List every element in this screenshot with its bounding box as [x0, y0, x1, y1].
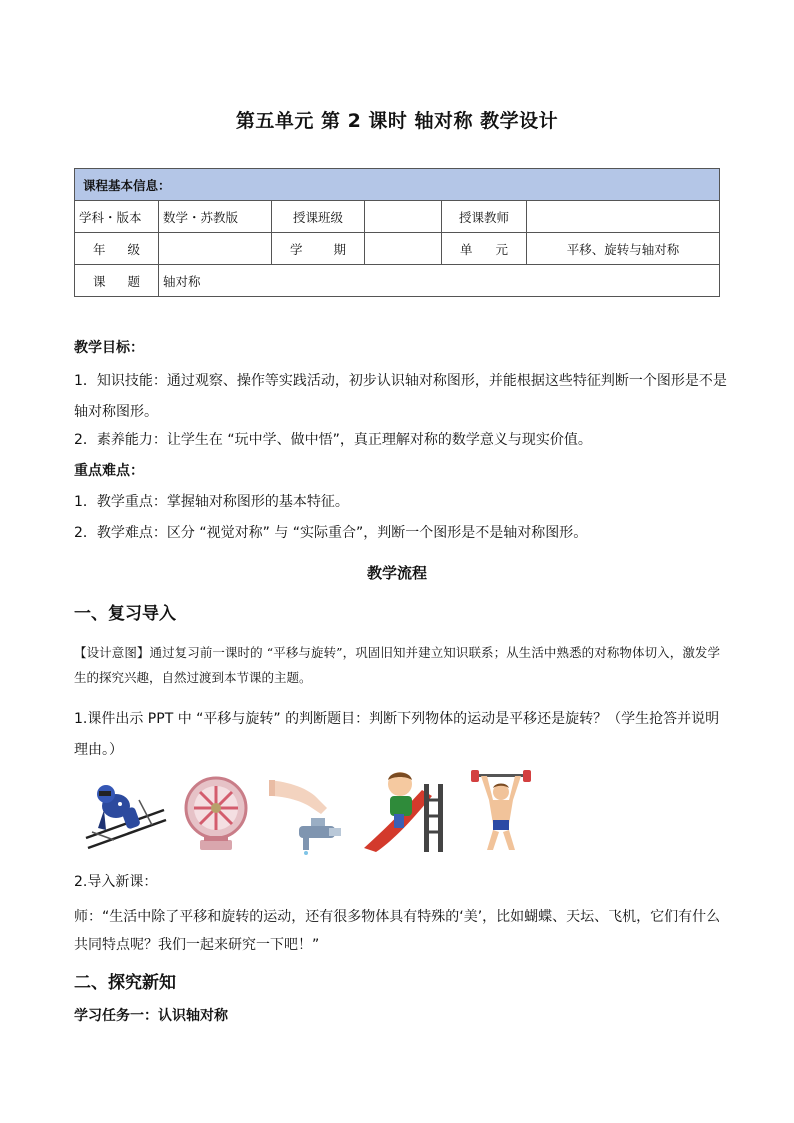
class-label: 授课班级 [272, 201, 365, 233]
skier-icon [84, 770, 169, 852]
unit-label: 单 元 [442, 233, 527, 265]
topic-label: 课 题 [75, 265, 159, 297]
section-1-p2-text: 师：“生活中除了平移和旋转的运动，还有很多物体具有特殊的‘美’，比如蝴蝶、天坛、飞机，它们有什么共同特点呢？我们一起来研究一下吧！” [74, 909, 721, 953]
task-1-heading: 学习任务一：认识轴对称 [74, 1008, 228, 1024]
faucet-icon [269, 770, 344, 855]
difficulty-item-1: 1．教学重点：掌握轴对称图形的基本特征。 [74, 494, 349, 510]
section-1-p1: 1.课件出示 PPT 中 “平移与旋转” 的判断题目：判断下列物体的运动是平移还是旋转？（学生抢答并说明理由。） [74, 711, 720, 758]
process-title: 教学流程 [366, 564, 427, 582]
weightlifter-icon [469, 770, 534, 855]
motion-images [84, 770, 544, 855]
difficulty-heading: 重点难点： [74, 463, 144, 479]
teacher-label: 授课教师 [442, 201, 527, 233]
difficulty-item-2: 2．教学难点：区分 “视觉对称” 与 “实际重合”，判断一个图形是不是轴对称图形。 [74, 525, 588, 541]
topic-value: 轴对称 [159, 265, 720, 297]
term-value [365, 233, 442, 265]
section-2-title: 二、探究新知 [74, 973, 176, 993]
grade-value [159, 233, 272, 265]
subject-label: 学科・版本 [75, 201, 159, 233]
class-value [365, 201, 442, 233]
grade-label: 年 级 [75, 233, 159, 265]
goals-item-2: 2．素养能力：让学生在 “玩中学、做中悟”，真正理解对称的数学意义与现实价值。 [74, 432, 592, 448]
goals-item-1: 1．知识技能：通过观察、操作等实践活动，初步认识轴对称图形，并能根据这些特征判断一个图形是不是轴对称图形。 [74, 373, 727, 420]
subject-value: 数学・苏教版 [159, 201, 272, 233]
unit-value: 平移、旋转与轴对称 [527, 233, 720, 265]
page-title: 第五单元 第 2 课时 轴对称 教学设计 [235, 110, 559, 132]
course-info-header: 课程基本信息： [75, 169, 720, 201]
term-label: 学 期 [272, 233, 365, 265]
goals-heading: 教学目标： [74, 340, 144, 356]
ferris-wheel-icon [184, 770, 249, 855]
course-info-table [74, 168, 720, 297]
design-intent: 【设计意图】通过复习前一课时的 “平移与旋转”，巩固旧知并建立知识联系；从生活中熟悉的对称物体切入，激发学生的探究兴趣，自然过渡到本节课的主题。 [74, 645, 720, 685]
section-1-title: 一、复习导入 [74, 604, 176, 624]
slide-icon [362, 770, 444, 855]
section-1-p2-label: 2.导入新课： [74, 874, 158, 890]
teacher-value [527, 201, 720, 233]
